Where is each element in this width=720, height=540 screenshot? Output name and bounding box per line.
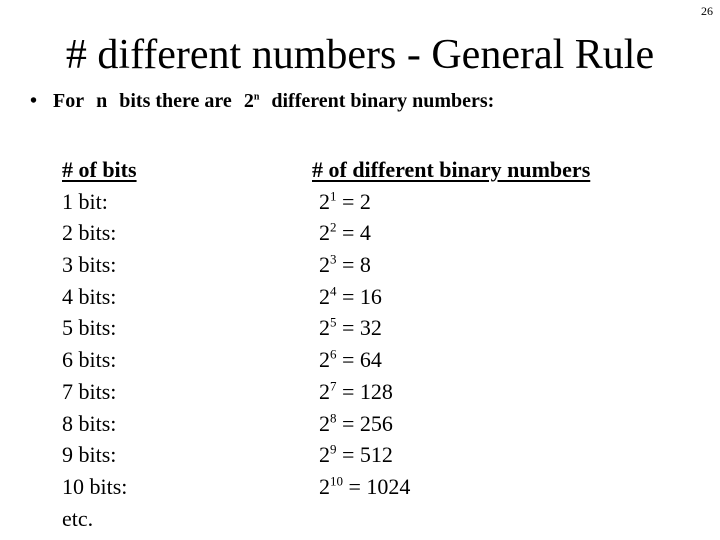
power-result: = 4 [336, 220, 371, 246]
power-base: 2 [319, 473, 330, 499]
power-result: = 1024 [343, 473, 411, 499]
page-number: 26 [701, 4, 713, 18]
slide-title: # different numbers - General Rule [65, 32, 655, 78]
bits-label: 8 bits: [62, 410, 117, 436]
count-value [312, 471, 632, 503]
count-value [312, 186, 632, 218]
bullet-text-for: For [53, 90, 85, 112]
bits-column [62, 154, 312, 534]
power-exponent: 9 [330, 441, 337, 457]
power-result: = 16 [336, 283, 382, 309]
bullet-text-rest: different binary numbers: [271, 90, 495, 112]
bits-label: 1 bit: [62, 188, 108, 214]
power-exponent: 4 [330, 283, 337, 299]
bits-label: 5 bits: [62, 315, 117, 341]
etc-label: etc. [62, 505, 94, 531]
count-value [312, 217, 632, 249]
bullet-base: 2 [243, 90, 254, 112]
power-exponent: 5 [330, 315, 337, 331]
power-exponent: 2 [330, 220, 337, 236]
power-exponent: 6 [330, 346, 337, 362]
bits-label: 3 bits: [62, 252, 117, 278]
power-base: 2 [319, 220, 330, 246]
power-base: 2 [319, 315, 330, 341]
power-base: 2 [319, 252, 330, 278]
count-value [312, 249, 632, 281]
bits-label: 2 bits: [62, 220, 117, 246]
power-exponent: 8 [330, 410, 337, 426]
count-value [312, 408, 632, 440]
power-base: 2 [319, 442, 330, 468]
power-result: = 32 [336, 315, 382, 341]
bits-label: 10 bits: [62, 473, 128, 499]
bullet-exponent: n [253, 91, 260, 103]
count-column [312, 154, 632, 503]
power-result: = 128 [336, 378, 393, 404]
count-value [312, 312, 632, 344]
power-exponent: 7 [330, 378, 337, 394]
bullet-variable-n: n [96, 90, 108, 112]
count-value [312, 344, 632, 376]
count-value [312, 281, 632, 313]
power-base: 2 [319, 347, 330, 373]
count-value [312, 376, 632, 408]
bullet-rule [30, 90, 494, 113]
bits-label: 4 bits: [62, 283, 117, 309]
power-result: = 64 [336, 347, 382, 373]
power-result: = 256 [336, 410, 393, 436]
bullet-marker: • [30, 90, 38, 112]
power-exponent: 3 [330, 251, 337, 267]
power-exponent: 1 [330, 188, 337, 204]
power-base: 2 [319, 410, 330, 436]
bits-label: 6 bits: [62, 347, 117, 373]
count-value [312, 439, 632, 471]
power-base: 2 [319, 188, 330, 214]
power-result: = 8 [336, 252, 371, 278]
power-result: = 2 [336, 188, 371, 214]
count-column-header: # of different binary numbers [312, 157, 591, 182]
power-exponent: 10 [330, 473, 343, 489]
bits-label: 7 bits: [62, 378, 117, 404]
power-result: = 512 [336, 442, 393, 468]
power-base: 2 [319, 378, 330, 404]
bits-column-header: # of bits [62, 157, 137, 182]
bullet-text-bits: bits there are [119, 90, 232, 112]
bits-label: 9 bits: [62, 442, 117, 468]
power-base: 2 [319, 283, 330, 309]
